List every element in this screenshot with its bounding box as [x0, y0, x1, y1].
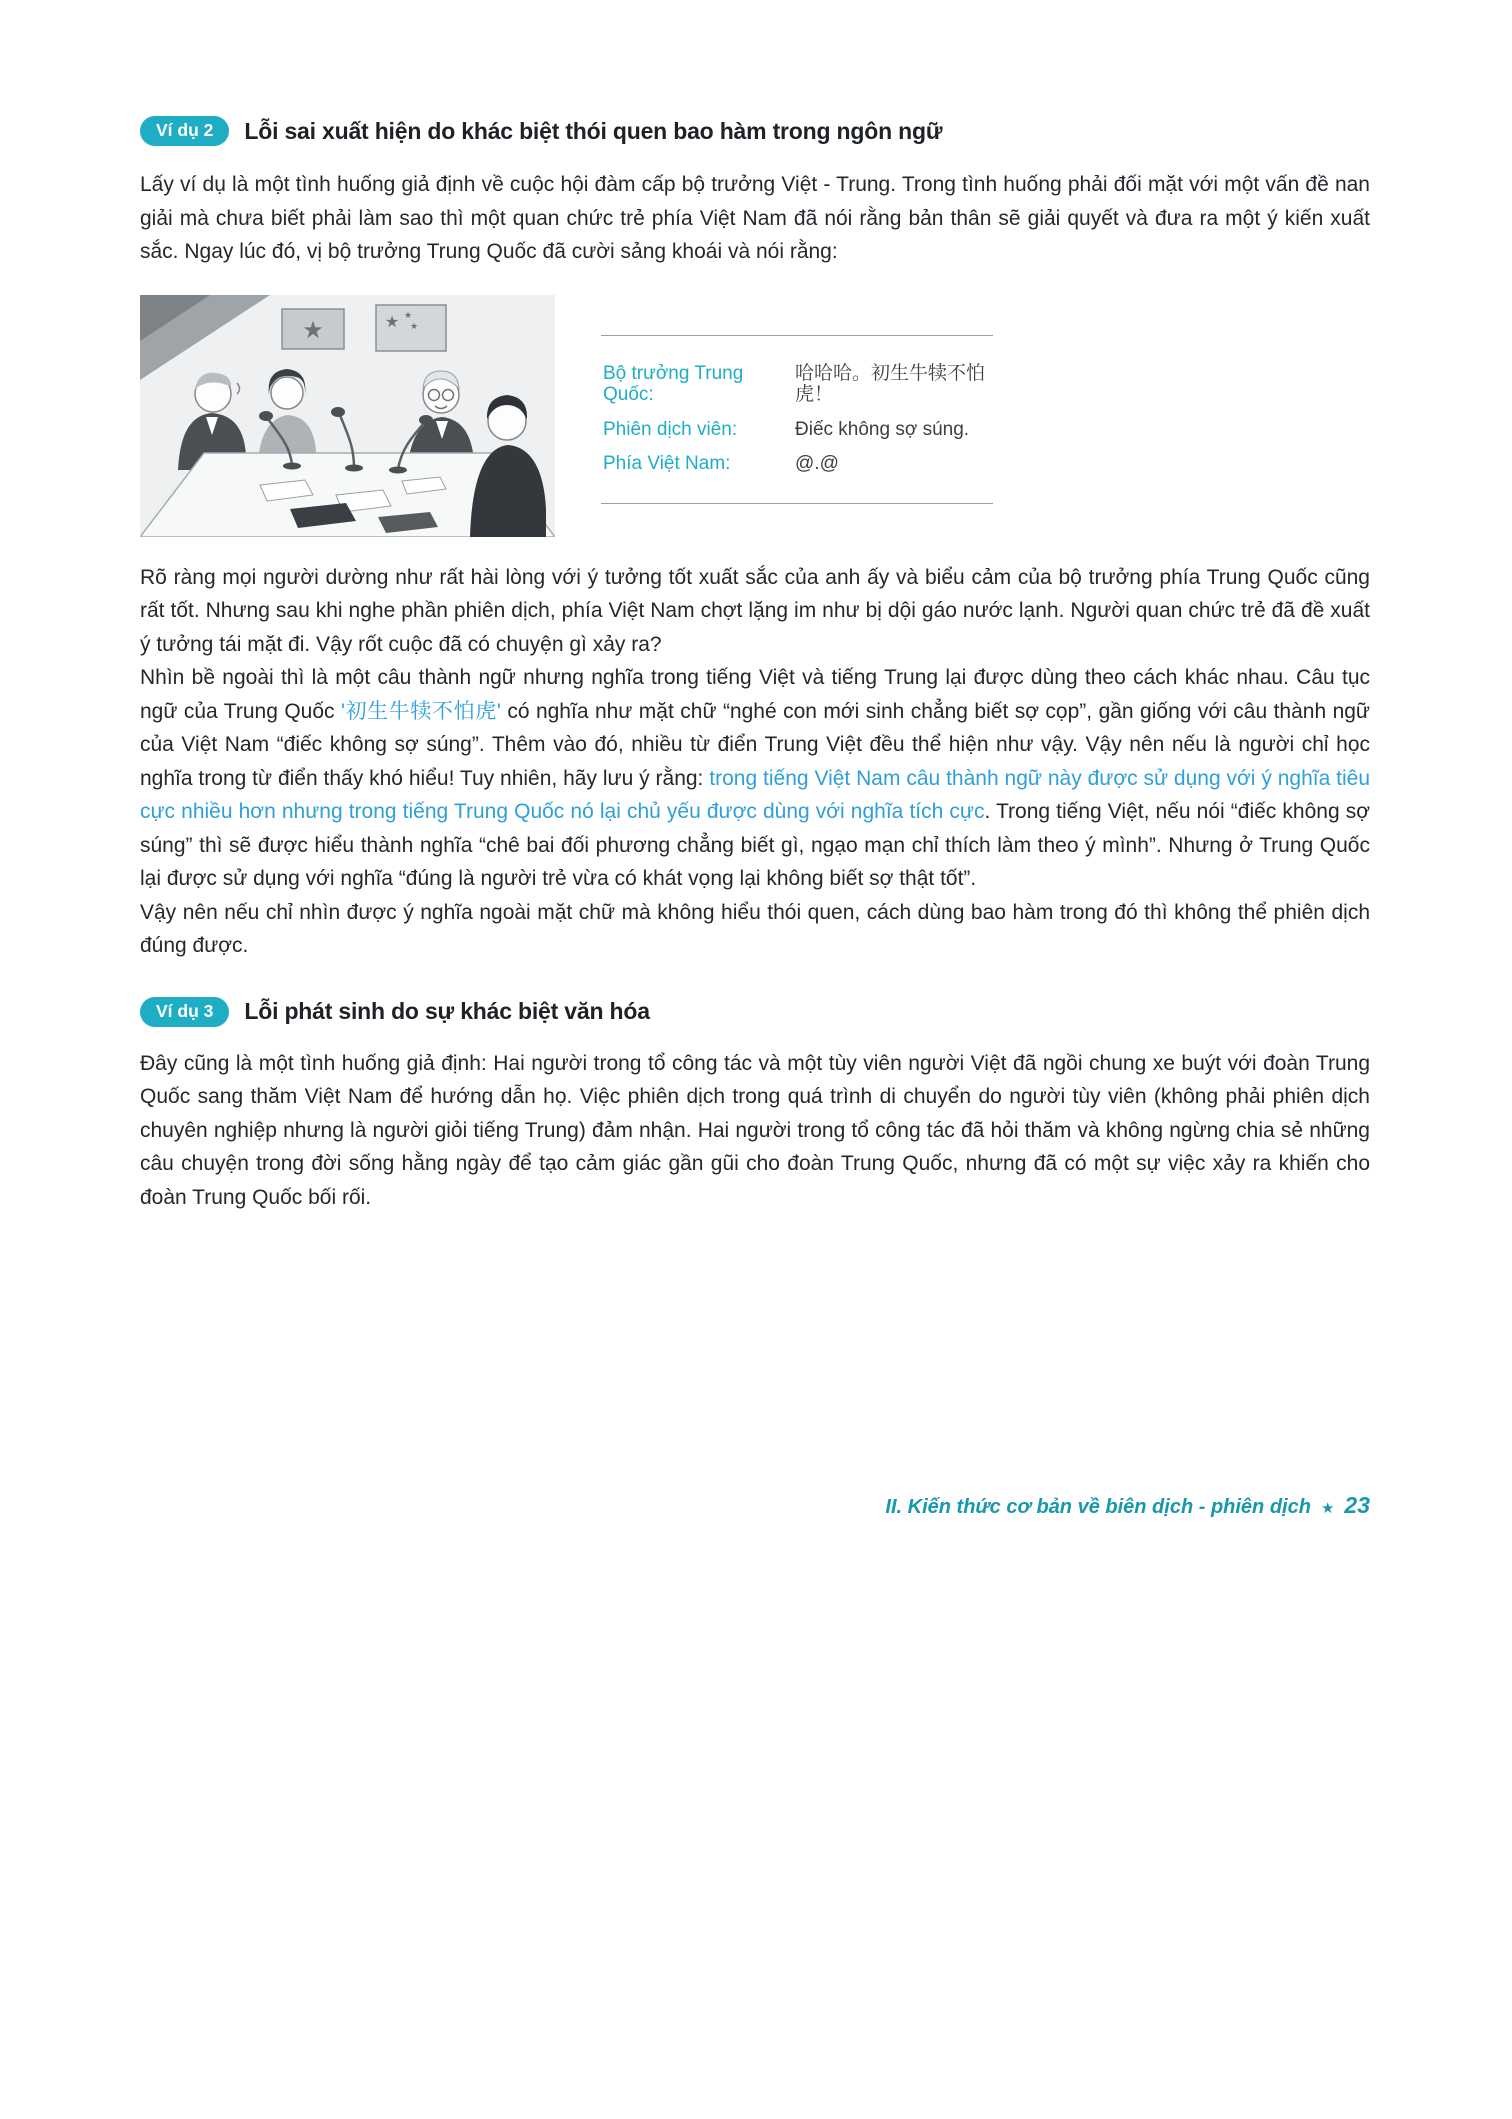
dialogue-line: Điếc không sợ súng. [795, 418, 970, 440]
example-3-heading [140, 997, 1370, 1027]
vietnam-flag-icon [282, 309, 344, 349]
example-3-section [140, 997, 1370, 1215]
dialogue-row-vietnam-side [603, 453, 991, 475]
dialogue-line: 哈哈哈。初生牛犊不怕虎！ [795, 362, 986, 405]
example-2-intro-paragraph: Lấy ví dụ là một tình huống giả định về cuộc hội đàm cấp bộ trưởng Việt - Trung. Trong tình huống phải đối mặt với một vấn đề nan giải mà chưa biết phải làm sao thì một quan chức trẻ phía Việt Nam đã nói rằng bản thân sẽ giải quyết và đưa ra một ý kiến xuất sắc. Ngay lúc đó, vị bộ trưởng Trung Quốc đã cười sảng khoái và nói rằng: [140, 173, 1370, 263]
example-3-intro-paragraph: Đây cũng là một tình huống giả định: Hai người trong tổ công tác và một tùy viên người Việt đã ngồi chung xe buýt với đoàn Trung Quốc sang thăm Việt Nam để hướng dẫn họ. Việc phiên dịch trong quá trình di chuyển do người tùy viên (không phải phiên dịch chuyên nghiệp nhưng là người giỏi tiếng Trung) đảm nhận. Hai người trong tổ công tác đã hỏi thăm và không ngừng chia sẻ những câu chuyện trong đời sống hằng ngày để tạo cảm giác gần gũi cho đoàn Trung Quốc, nhưng đã có một sự việc xảy ra khiến cho đoàn Trung Quốc bối rối. [140, 1051, 1370, 1209]
star-icon: ★ [1320, 1500, 1335, 1517]
svg-text:★: ★ [384, 313, 400, 331]
figure-row [140, 295, 1370, 537]
meeting-cartoon-svg [140, 295, 555, 537]
speaker-label: Phiên dịch viên: [603, 418, 738, 440]
example-2-analysis-paragraph [140, 661, 1370, 896]
example-2-result-paragraph: Rõ ràng mọi người dường như rất hài lòng với ý tưởng tốt xuất sắc của anh ấy và biểu cảm của bộ trưởng phía Trung Quốc cũng rất tốt. Nhưng sau khi nghe phần phiên dịch, phía Việt Nam chợt lặng im như bị dội gáo nước lạnh. Người quan chức trẻ đã đề xuất ý tưởng tái mặt đi. Vậy rốt cuộc đã có chuyện gì xảy ra? [140, 565, 1370, 656]
analysis-segment: . Trong tiếng Việt, nếu nói “điếc không sợ súng” thì sẽ được hiểu thành nghĩa “chê bai đối phương chẳng biết gì, ngạo mạn chỉ thích làm theo ý mình”. Nhưng ở Trung Quốc lại được sử dụng với nghĩa “đúng là người trẻ vừa có khát vọng lại không biết sợ thật tốt”. [140, 800, 1370, 890]
analysis-segment-chinese-idiom: '初生牛犊不怕虎' [340, 699, 501, 723]
china-flag-icon [376, 305, 446, 351]
example-3-title: Lỗi phát sinh do sự khác biệt văn hóa [244, 998, 650, 1024]
svg-text:★: ★ [409, 320, 419, 331]
page-footer [885, 1492, 1370, 1519]
analysis-segment-key-note: trong tiếng Việt Nam câu thành ngữ này được sử dụng với ý nghĩa tiêu cực nhiều hơn nhưng trong tiếng Trung Quốc nó lại chủ yếu được dùng với nghĩa tích cực [140, 766, 1371, 823]
dialogue-row-minister [603, 363, 991, 406]
svg-text:★: ★ [302, 316, 324, 344]
svg-text:★: ★ [403, 309, 413, 320]
meeting-illustration [140, 295, 555, 537]
analysis-segment: có nghĩa như mặt chữ “nghé con mới sinh chẳng biết sợ cọp”, gần giống với câu thành ngữ của Việt Nam “điếc không sợ súng”. Thêm vào đó, nhiều từ điển Trung Việt đều thể hiện như vậy. Vậy nên nếu là người chỉ học nghĩa trong từ điển thấy khó hiểu! Tuy nhiên, hãy lưu ý rằng: [140, 699, 1370, 790]
dialogue-line: @.@ [795, 453, 839, 474]
example-2-heading [140, 116, 1370, 146]
example-2-conclusion-paragraph: Vậy nên nếu chỉ nhìn được ý nghĩa ngoài mặt chữ mà không hiểu thói quen, cách dùng bao hàm trong đó thì không thể phiên dịch đúng được. [140, 900, 1370, 957]
example-2-badge: Ví dụ 2 [140, 116, 229, 146]
dialogue-panel [601, 335, 993, 504]
example-2-section [140, 116, 1370, 963]
example-3-badge: Ví dụ 3 [140, 997, 229, 1027]
example-2-title: Lỗi sai xuất hiện do khác biệt thói quen bao hàm trong ngôn ngữ [244, 117, 943, 144]
dialogue-row-interpreter [603, 419, 991, 441]
speaker-label: Bộ trưởng Trung Quốc: [603, 362, 744, 405]
footer-chapter-title: II. Kiến thức cơ bản về biên dịch - phiên dịch [885, 1496, 1311, 1518]
analysis-segment: Nhìn bề ngoài thì là một câu thành ngữ nhưng nghĩa trong tiếng Việt và tiếng Trung lại được dùng theo cách khác nhau. Câu tục ngữ của Trung Quốc [140, 666, 1370, 723]
page-number: 23 [1344, 1492, 1370, 1518]
speaker-label: Phía Việt Nam: [603, 453, 731, 474]
